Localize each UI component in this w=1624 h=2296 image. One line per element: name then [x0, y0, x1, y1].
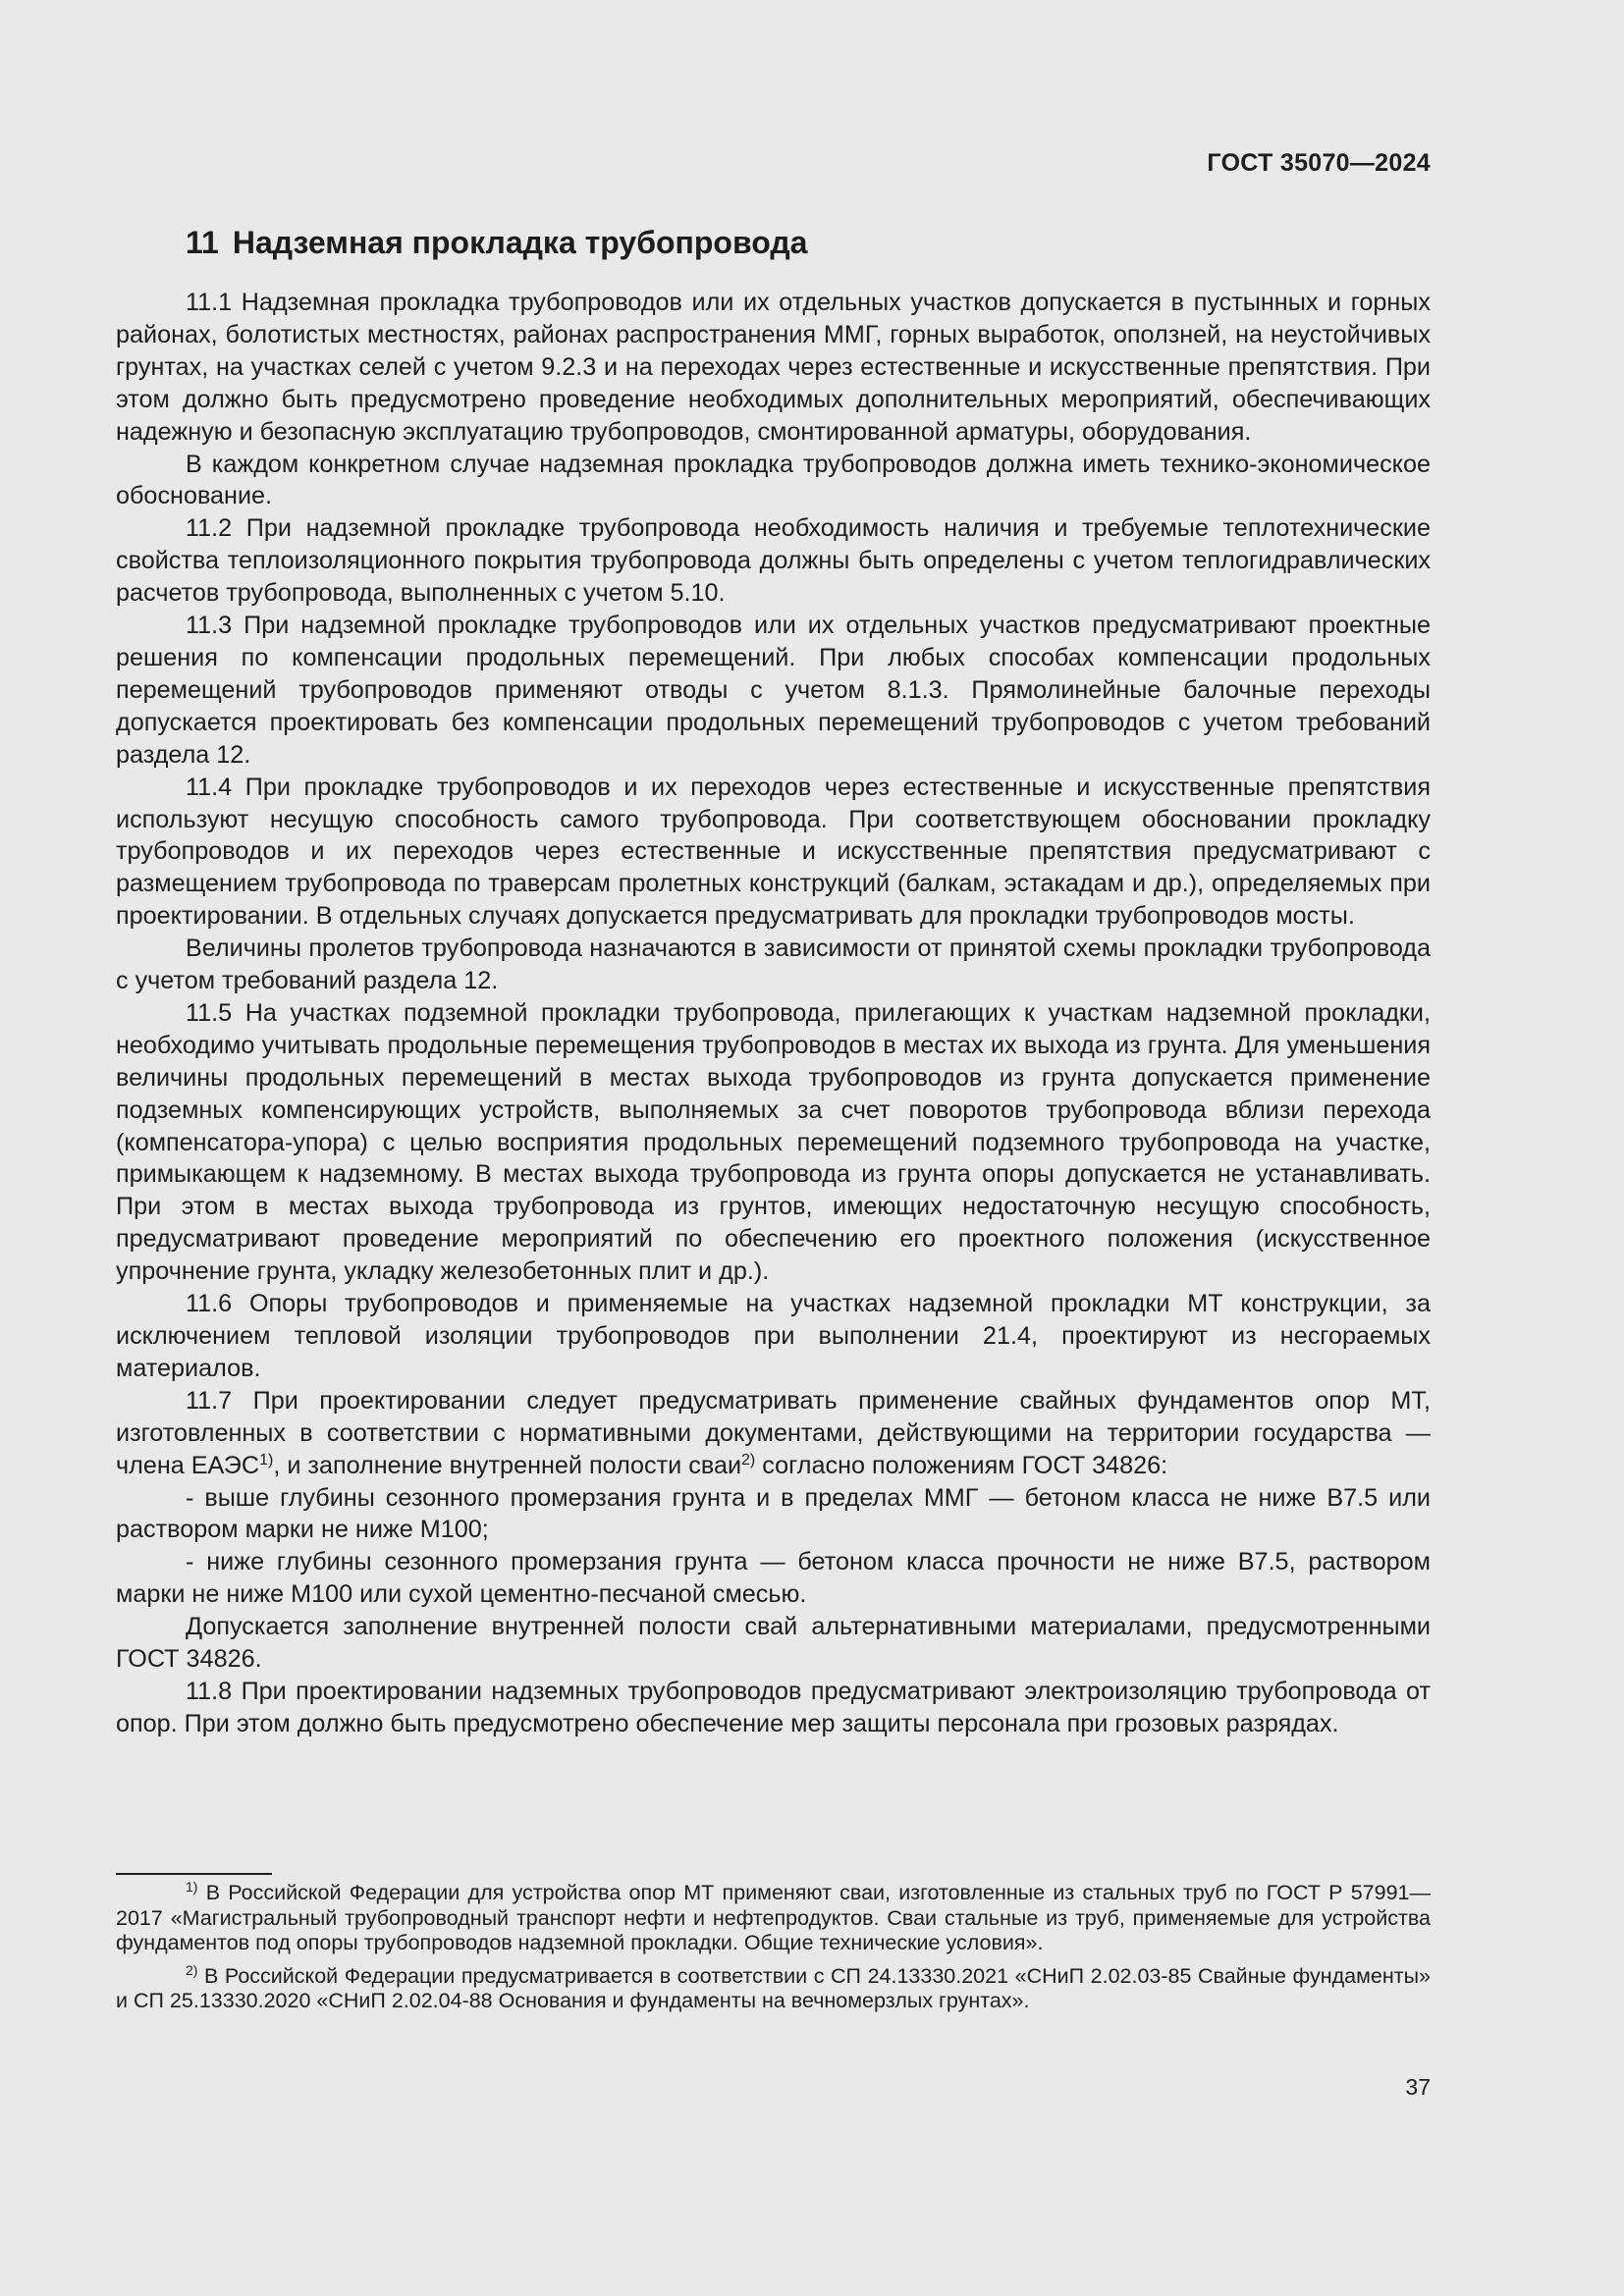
paragraph-11-3: 11.3 При надземной прокладке трубопроводов или их отдельных участков предусматривают проектные решения по компенсации продольных перемещений. При любых способах компенсации продольных перемещений трубопроводов применяют отводы с учетом 8.1.3. Прямолинейные балочные переходы допускается проектировать без компенсации продольных перемещений трубопроводов с учетом требований раздела 12. [116, 612, 1431, 769]
footnote-text: В Российской Федерации предусматривается в соответствии с СП 24.13330.2021 «СНиП 2.02.03-85 Свайные фундаменты» и СП 25.13330.2020 «СНиП 2.02.04-88 Основания и фундаменты на вечномерзлых грунтах». [116, 1963, 1431, 2013]
footnote-2 [116, 1961, 1431, 2014]
paragraph-11-4-spans: Величины пролетов трубопровода назначаются в зависимости от принятой схемы прокладки трубопровода с учетом требований раздела 12. [116, 934, 1431, 995]
footnote-1 [116, 1881, 1431, 1956]
paragraph-11-7-alternative: Допускается заполнение внутренней полости свай альтернативными материалами, предусмотренными ГОСТ 34826. [116, 1613, 1431, 1674]
footnote-mark: 1) [186, 1879, 198, 1895]
paragraph-11-7-part3: согласно положениям ГОСТ 34826: [755, 1451, 1168, 1479]
list-item: - ниже глубины сезонного промерзания грунта — бетоном класса прочности не ниже В7.5, раствором марки не ниже М100 или сухой цементно-песчаной смесью. [116, 1548, 1431, 1609]
paragraph-11-1-justification: В каждом конкретном случае надземная прокладка трубопроводов должна иметь технико-экономическое обоснование. [116, 450, 1431, 510]
paragraph-11-6: 11.6 Опоры трубопроводов и применяемые на участках надземной прокладки МТ конструкции, за исключением тепловой изоляции трубопроводов при выполнении 21.4, проектируют из несгораемых материалов. [116, 1290, 1431, 1382]
paragraph-11-8: 11.8 При проектировании надземных трубопроводов предусматривают электроизоляцию трубопровода от опор. При этом должно быть предусмотрено обеспечение мер защиты персонала при грозовых разрядах. [116, 1677, 1431, 1737]
page-number: 37 [1405, 2074, 1431, 2100]
paragraph-11-7-part2: , и заполнение внутренней полости сваи [273, 1451, 742, 1479]
footnote-separator [116, 1873, 272, 1875]
footnote-ref-1: 1) [259, 1451, 274, 1468]
section-heading [186, 225, 807, 261]
paragraph-11-4: 11.4 При прокладке трубопроводов и их переходов через естественные и искусственные препятствия используют несущую способность самого трубопровода. При соответствующем обосновании прокладку трубопроводов и их переходов через естественные и искусственные препятствия предусматривают с размещением трубопровода по траверсам пролетных конструкций (балкам, эстакадам и др.), определяемых при проектировании. В отдельных случаях допускается предусматривать для прокладки трубопроводов мосты. [116, 773, 1431, 931]
footnotes [116, 1881, 1431, 2022]
paragraph-11-7 [116, 1385, 1431, 1482]
footnote-mark: 2) [186, 1961, 198, 1978]
section-title: Надземная прокладка трубопровода [232, 225, 808, 260]
section-number: 11 [186, 225, 219, 260]
paragraph-11-7-part1: 11.7 При проектировании следует предусматривать применение свайных фундаментов опор МТ, изготовленных в соответствии с нормативными документами, действующими на территории государства — члена ЕАЭС [116, 1386, 1431, 1479]
list-item: - выше глубины сезонного промерзания грунта и в пределах ММГ — бетоном класса не ниже В7.5 или раствором марки не ниже М100; [116, 1483, 1431, 1544]
paragraph-11-5: 11.5 На участках подземной прокладки трубопровода, прилегающих к участкам надземной прокладки, необходимо учитывать продольные перемещения трубопроводов в местах их выхода из грунта. Для уменьшения величины продольных перемещений в местах выхода трубопроводов из грунта допускается применение подземных компенсирующих устройств, выполняемых за счет поворотов трубопровода вблизи перехода (компенсатора-упора) с целью восприятия продольных перемещений подземного трубопровода на участке, примыкающем к надземному. В местах выхода трубопровода из грунта опоры допускается не устанавливать. При этом в местах выхода трубопровода из грунтов, имеющих недостаточную несущую способность, предусматривают проведение мероприятий по обеспечению его проектного положения (искусственное упрочнение грунта, укладку железобетонных плит и др.). [116, 998, 1431, 1286]
paragraph-11-2: 11.2 При надземной прокладке трубопровода необходимость наличия и требуемые теплотехнические свойства теплоизоляционного покрытия трубопровода должны быть определены с учетом теплогидравлических расчетов трубопровода, выполненных с учетом 5.10. [116, 514, 1431, 608]
body-text [116, 287, 1431, 1740]
footnote-text: В Российской Федерации для устройства опор МТ применяют сваи, изготовленные из стальных труб по ГОСТ Р 57991—2017 «Магистральный трубопроводный транспорт нефти и нефтепродуктов. Сваи стальные из труб, применяемые для устройства фундаментов под опоры трубопроводов надземной прокладки. Общие технические условия». [116, 1881, 1431, 1955]
paragraph-11-1: 11.1 Надземная прокладка трубопроводов или их отдельных участков допускается в пустынных и горных районах, болотистых местностях, районах распространения ММГ, горных выработок, оползней, на неустойчивых грунтах, на участках селей с учетом 9.2.3 и на переходах через естественные и искусственные препятствия. При этом должно быть предусмотрено проведение необходимых дополнительных мероприятий, обеспечивающих надежную и безопасную эксплуатацию трубопроводов, смонтированной арматуры, оборудования. [116, 289, 1431, 446]
footnote-ref-2: 2) [741, 1451, 756, 1468]
document-code: ГОСТ 35070—2024 [1207, 149, 1431, 177]
